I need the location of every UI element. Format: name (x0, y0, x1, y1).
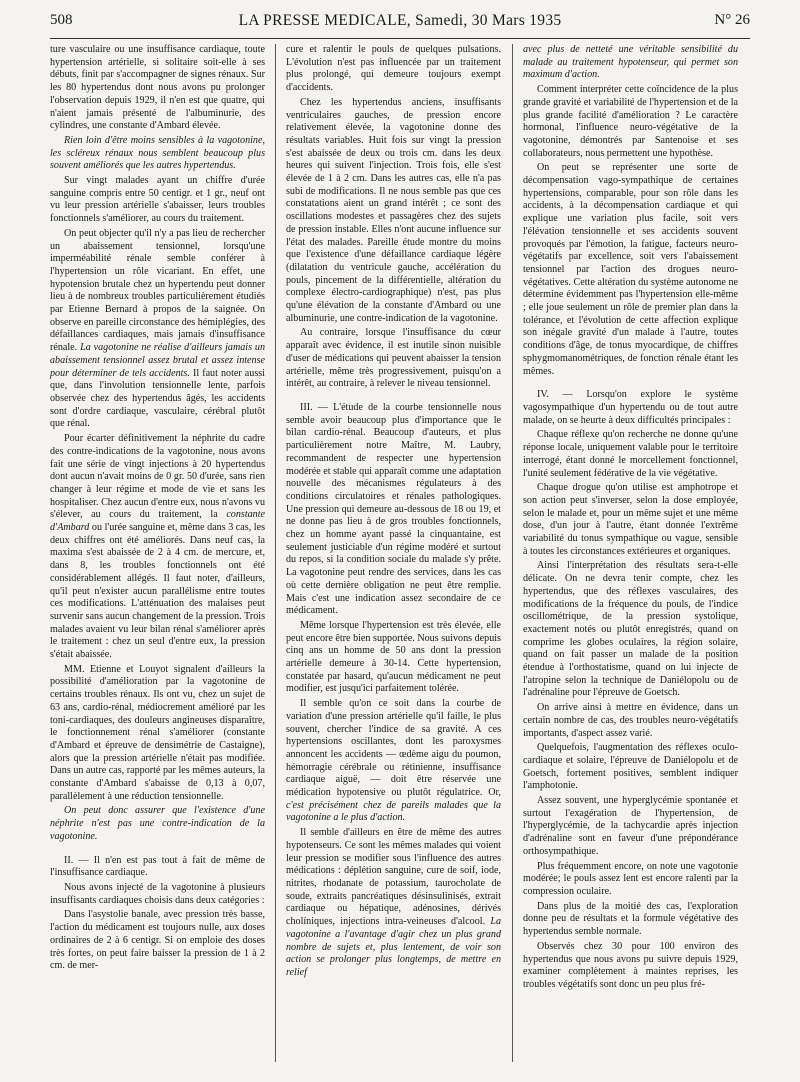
paragraph: Observés chez 30 pour 100 environ des hypertendus que nous avons pu suivre depuis 1929, examiner complètement à maintes reprises, les troubles végétatifs sont donc un peu plus fré- (523, 940, 738, 990)
paragraph: Au contraire, lorsque l'insuffisance du cœur apparaît avec évidence, il est inutile sinon nuisible d'user de médications qui peuvent abaisser la tension artérielle, même très progressivement, puisqu'on a intérêt, au contraire, à relever le niveau tensionnel. (286, 327, 501, 390)
paragraph: Même lorsque l'hypertension est très élevée, elle peut encore être bien supportée. Nous suivons depuis cinq ans un homme de 50 ans dont la pression artérielle demeure à 30-14. Cette hypertension, constatée par hasard, qu'aucun médicament ne peut modifier, est jusqu'ici parfaitement tolérée. (286, 619, 501, 695)
text-run: On peut objecter qu'il n'y a pas lieu de rechercher un abaissement tensionnel, lorsqu'une imperméabilité rénale semble conférer à l'hypertension un rôle vicariant. En effet, une hypotension brutale chez un hypertendu peut donner lieu à de nombreux troubles particulièrement étudiés par Etienne Bernard à propos de la saignée. On observe en pareille circonstance des hémiplégies, des défaillances cardiaques, mais jamais d'insuffisance rénale. (50, 227, 265, 354)
page-number: 508 (50, 12, 73, 28)
paragraph: cure et ralentir le pouls de quelques pulsations. L'évolution n'est pas influencée par un traitement plus prolongé, qui demeure toujours exempt d'accidents. (286, 44, 501, 94)
text-run-italic: constante d'Ambard (50, 509, 265, 534)
text-run: Il semble qu'on ce soit dans la courbe de variation d'une pression artérielle qu'il faille, le plus souvent, chercher l'indice de sa gravité. A ces hypertensions oscillantes, dont les paroxysmes annoncent les accidents — œdème aigu du poumon, hémorragie cérébrale ou rétinienne, insuffisance cardiaque aiguë, — doit être réservée une médication hypotensive ou plutôt régulatrice. Or, (286, 698, 501, 799)
column-right (523, 44, 738, 992)
page-header (50, 12, 750, 39)
section-heading: III. — L'étude de la courbe tensionnelle nous semble avoir beaucoup plus d'importance que le bilan cardio-rénal. Beaucoup d'auteurs, et plus particulièrement notre Maître, M. Laubry, recommandent de respecter une hypertension modérée et stable qui apparaît comme une adaptation nouvelle des mécanismes régulateurs à des conditions circulatoires et rénales pathologiques. Une pression qui demeure au-dessous de 18 ou 19, et ne donne pas lieu à de gros troubles fonctionnels, chez un homme ayant passé la cinquantaine, est seulement justiciable d'un régime modéré et surtout du repos, si la condition sociale du malade s'y prête. La vagotonine peut rendre des services, dans les cas où cette dernière obligation ne peut être remplie. Mais c'est une indication assez secondaire de ce médicament. (286, 401, 501, 617)
paragraph (286, 827, 501, 979)
paragraph: Ainsi l'interprétation des résultats sera-t-elle délicate. On ne devra tenir compte, chez les hypertendus, que des réflexes vasculaires, des modifications de la fréquence du pouls, de l'indice oscillométrique, de la pression systolique, exactement notés ou plutôt enregistrés, quand on comprime les globes oculaires, la région solaire, quand on fait passer un malade de la position étendue à l'orthostatisme, quand on lui injecte de l'atropine selon la technique de Daniélopolu ou de l'adrénaline pour l'épreuve de Goetsch. (523, 560, 738, 699)
paragraph (50, 433, 265, 662)
paragraph-italic: On peut donc assurer que l'existence d'une néphrite n'est pas une contre-indication de la vagotonine. (50, 805, 265, 842)
paragraph: On arrive ainsi à mettre en évidence, dans un certain nombre de cas, des troubles neuro-végétatifs importants, d'aspect assez varié. (523, 702, 738, 739)
column-middle (286, 44, 501, 980)
journal-title: LA PRESSE MEDICALE, Samedi, 30 Mars 1935 (238, 12, 562, 29)
paragraph: Plus fréquemment encore, on note une vagotonie modérée; le pouls assez lent est encore ralenti par la compression oculaire. (523, 860, 738, 897)
column-divider (512, 44, 513, 1062)
text-run: ou l'urée sanguine et, même dans 3 cas, les deux chiffres ont été améliorés. Dans neuf cas, la maxima s'est abaissée de 2 à 4 cm. de mercure, et, dans 8, les troubles fonctionnels ont été considérablement allégés. Il faut noter, d'ailleurs, qu'il peut n'exister aucun parallélisme entre toutes ces modifications. L'atténuation des malaises peut survenir sans aucun changement de la pression. Trois malades avaient vu leur bilan rénal s'améliorer après le traitement : chez un seul d'entre eux, la pression s'était abaissée. (50, 522, 265, 661)
column-left (50, 44, 265, 973)
paragraph: Quelquefois, l'augmentation des réflexes oculo-cardiaque et solaire, l'épreuve de Daniélopolu et de Goetsch, fortement positives, semblent indiquer l'amphotonie. (523, 742, 738, 792)
text-run: Il faut noter aussi que, dans l'involution tensionnelle lente, parfois observée chez des hypertendus âgés, les accidents sont d'ordre cardiaque, vasculaire, cérébral plutôt que rénal. (50, 367, 265, 430)
paragraph: ture vasculaire ou une insuffisance cardiaque, toute hypertension artérielle, si solitaire soit-elle à ses débuts, finit par s'accompagner de signes rénaux. Sur les 80 hypertendus dont nous avons pu prolonger l'observation depuis 1929, il n'en est que quatre, qui n'aient jamais présenté de l'albuminurie, des cylindres, une constante d'Ambard élevée. (50, 44, 265, 132)
section-heading: IV. — Lorsqu'on explore le système vagosympathique d'un hypertendu ou de tout autre malade, on se heurte à deux difficultés principales : (523, 389, 738, 426)
paragraph: On peut se représenter une sorte de décompensation vago-sympathique de certaines hypertensions, comparable, pour son rôle dans les accidents, à la décompensation cardiaque et qui explique une variation plus facile, soit vers l'élévation tensionnelle et ses accidents souvent provoqués par l'émotion, la fatigue, facteurs neuro-végétatifs par excellence, soit vers l'abaissement tensionnel par l'action des drogues neuro-végétatives. Cette altération du système autonome ne détermine évidemment pas l'hypertension elle-même ; elle joue seulement un rôle de premier plan dans la tolérance, et l'évolution de cette affection explique son inégale gravité d'un malade à l'autre, toutes conditions d'âge, de tonus myocardique, de chiffres sphygmomanométriques, de fonction rénale étant les mêmes. (523, 162, 738, 377)
paragraph: Dans plus de la moitié des cas, l'exploration donne peu de résultats et la formule végétative des hypertendus semble normale. (523, 900, 738, 938)
section-heading: II. — Il n'en est pas tout à fait de même de l'insuffisance cardiaque. (50, 854, 265, 879)
paragraph: MM. Etienne et Louyot signalent d'ailleurs la possibilité d'amélioration par la vagotonine de certains troubles rénaux. Ils ont vu, chez un sujet de 63 ans, cardio-rénal, médiocrement amélioré par les toni-cardiaques, des douleurs angineuses disparaître, le fonctionnement rénal s'améliorer (constante d'Ambard et épreuve de densimétrie de Castaigne), alors que la pression artérielle n'était pas modifiée. Dans un autre cas, rapporté par les mêmes auteurs, la constante d'Ambard s'abaisse de 0,13 à 0,07, parallèlement à une réduction tensionnelle. (50, 663, 265, 802)
text-run: Pour écarter définitivement la néphrite du cadre des contre-indications de la vagotonine, nous avons fait une série de vingt injections à 20 hypertendus dont aucun n'avait moins de 0 gr. 50 d'urée, sans rien changer à leur régime et mode de vie et sans les hospitaliser. Chez aucun d'entre eux, nous n'avons vu s'élever, au cours du traitement, la (50, 433, 265, 521)
text-run: Il semble d'ailleurs en être de même des autres hypotenseurs. Ce sont les mêmes malades qui voient leur pression se modifier sous l'influence des autres médications : déplétion sanguine, cure de soif, iode, nitrites, rhodanate de potassium, taurocholate de soude, extraits pancréatiques désinsulinisés, extrait cardiaque ou hépatique, adénosines, dérivés cholíniques, injections intra-veineuses d'alcool. (286, 827, 501, 928)
paragraph (286, 698, 501, 825)
text-run-italic: La vagotonine a l'avantage d'agir chez un plus grand nombre de sujets et, plus lentement, de voir son action se prolonger plus longtemps, de mettre en relief (286, 916, 501, 978)
paragraph: Assez souvent, une hyperglycémie spontanée et surtout l'exagération de l'hypertension, de l'hyperglycémie, de la tachycardie après injection d'adrénaline sont en faveur d'une prépondérance orthosympathique. (523, 795, 738, 857)
text-run-italic: c'est précisément chez de pareils malades que la vagotonine a le plus d'action. (286, 799, 501, 824)
column-divider (275, 44, 276, 1062)
paragraph: Sur vingt malades ayant un chiffre d'urée sanguine compris entre 50 centigr. et 1 gr., neuf ont vu leur pression artérielle s'abaisser, leurs troubles fonctionnels s'améliorer, au cours du traitement. (50, 175, 265, 225)
issue-number: N° 26 (714, 12, 750, 28)
paragraph: Dans l'asystolie banale, avec pression très basse, l'action du médicament est toujours nulle, aux doses ordinaires de 2 à 6 centigr. Si on emploie des doses très fortes, on peut faire baisser la pression de 1 à 2 cm. de mer- (50, 909, 265, 972)
paragraph: Chez les hypertendus anciens, insuffisants ventriculaires gauches, de pression encore relativement élevée, la vagotonine donne des résultats variables. Huit fois sur vingt la pression s'est abaissée de deux ou trois cm. dans les deux heures qui suivent l'injection. Trois fois, elle s'est élevée de 1 à 2 cm. Dans les autres cas, elle n'a pas subi de modifications. Il ne nous semble pas que ces constatations aient un grand intérêt ; ce sont des oscillations modestes et passagères chez des sujets de pression instable. Elles n'ont aucune influence sur l'état des malades. Pareille étude montre du moins que l'existence d'une défaillance cardiaque légère (dilatation du ventricule gauche, accélération du pouls, pincement de la différentielle, altération du complexe électro-cardiographique) n'est, pas plus qu'une élévation de la constante d'Ambard ou une albuminurie, une contre-indication de la vagotonine. (286, 96, 501, 324)
text-run-italic: La vagotonine ne réalise d'ailleurs jamais un abaissement tensionnel assez brutal et assez intense pour déterminer de tels accidents. (50, 342, 266, 379)
paragraph: Nous avons injecté de la vagotonine à plusieurs insuffisants cardiaques choisis dans deux catégories : (50, 882, 265, 906)
paragraph: Comment interpréter cette coïncidence de la plus grande gravité et variabilité de l'hypertension et de la plus grande facilité d'amélioration ? Le caractère hormonal, l'influence neuro-végétative de la vagotonine, démontrés par Santenoise et ses collaborateurs, nous permettent une hypothèse. (523, 84, 738, 159)
paragraph-italic: Rien loin d'être moins sensibles à la vagotonine, les scléreux rénaux nous semblent beaucoup plus souvent améliorés que les autres hypertendus. (50, 134, 265, 172)
paragraph: Chaque réflexe qu'on recherche ne donne qu'une réponse locale, uniquement valable pour le territoire interrogé, étant donné le morcellement fonctionnel, l'unité seulement fédérative de la vie végétative. (523, 429, 738, 479)
paragraph: Chaque drogue qu'on utilise est amphotrope et son action peut s'inverser, selon la dose employée, selon le malade et, pour un même sujet et une même dose, d'un jour à l'autre, étant donnée l'extrême variabilité du tonus sympathique ou vague, sensible à toutes les circonstances extérieures et organiques. (523, 482, 738, 557)
paragraph (50, 228, 265, 431)
paragraph-italic: avec plus de netteté une véritable sensibilité du malade au traitement hypotenseur, qui permet son maximum d'action. (523, 44, 738, 81)
